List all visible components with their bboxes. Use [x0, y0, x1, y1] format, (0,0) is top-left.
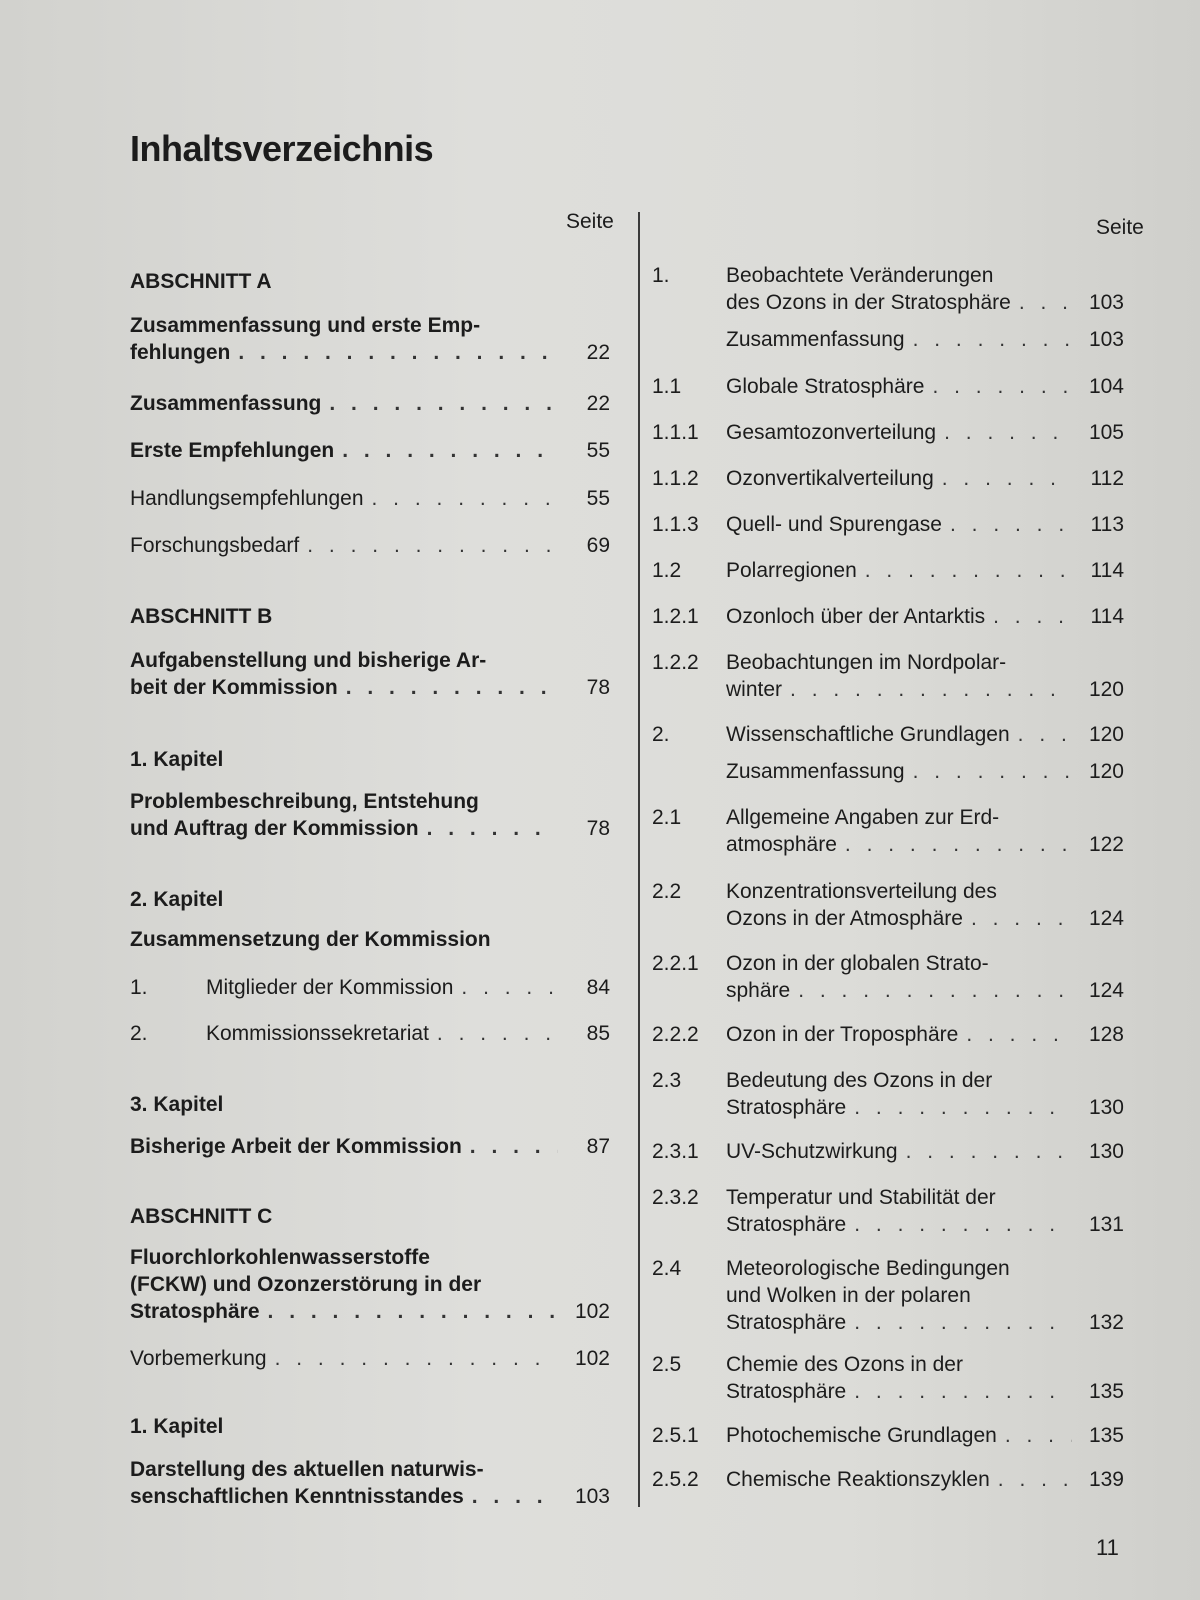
entry-page-number: 120	[1088, 678, 1124, 701]
leader-dots	[790, 676, 1072, 703]
entry-number: 2.2	[652, 880, 682, 903]
entry-number: 1.2.2	[652, 651, 699, 674]
entry-number: 2.3.1	[652, 1140, 699, 1163]
entry-title: Zusammenfassung und erste Emp-	[130, 314, 481, 337]
entry-page-number: 84	[586, 976, 610, 999]
entry-title: sphäre	[726, 979, 791, 1002]
entry-page-number: 130	[1088, 1096, 1124, 1119]
entry-number: 1.1.3	[652, 513, 699, 536]
entry-page-number: 128	[1088, 1023, 1124, 1046]
leader-dots	[854, 1211, 1072, 1238]
entry-title: Stratosphäre	[726, 1096, 847, 1119]
entry-number: 1.2	[652, 559, 682, 582]
entry-number: 1.	[652, 264, 670, 287]
entry-number: 2.	[652, 723, 670, 746]
leader-dots	[238, 339, 558, 366]
entry-title: Handlungsempfehlungen	[130, 487, 364, 510]
entry-title: Stratosphäre	[726, 1311, 847, 1334]
entry-page-number: 103	[1088, 291, 1124, 314]
toc-entry[interactable]	[130, 390, 610, 417]
leader-dots	[932, 373, 1072, 400]
entry-page-number: 103	[1088, 328, 1124, 351]
entry-page-number: 114	[1090, 605, 1124, 628]
entry-title: Temperatur und Stabilität der	[726, 1186, 996, 1209]
leader-dots	[268, 1298, 558, 1325]
entry-page-number: 55	[586, 439, 610, 462]
right-seite-header: Seite	[1096, 216, 1144, 239]
toc-entry[interactable]	[130, 647, 610, 701]
entry-number: 1.1.1	[652, 421, 699, 444]
entry-title: des Ozons in der Stratosphäre	[726, 291, 1011, 314]
entry-number: 2.3	[652, 1069, 682, 1092]
toc-entry[interactable]	[652, 1138, 1124, 1165]
entry-page-number: 124	[1088, 907, 1124, 930]
toc-entry[interactable]	[130, 485, 610, 512]
toc-entry[interactable]	[652, 1067, 1124, 1121]
entry-page-number: 69	[586, 534, 610, 557]
toc-entry[interactable]	[130, 312, 610, 366]
entry-title: Allgemeine Angaben zur Erd-	[726, 806, 1000, 829]
toc-entry[interactable]	[652, 326, 1124, 353]
toc-entry[interactable]	[130, 437, 610, 464]
entry-page-number: 22	[586, 392, 610, 415]
entry-title: Darstellung des aktuellen naturwis-	[130, 1458, 484, 1481]
leader-dots	[913, 758, 1072, 785]
entry-title: Quell- und Spurengase	[726, 513, 942, 536]
leader-dots	[865, 557, 1072, 584]
entry-title: Globale Stratosphäre	[726, 375, 925, 398]
toc-entry[interactable]	[652, 649, 1124, 703]
entry-page-number: 124	[1088, 979, 1124, 1002]
toc-entry[interactable]	[652, 878, 1124, 932]
toc-entry[interactable]	[652, 1021, 1124, 1048]
entry-title: Ozon in der globalen Strato-	[726, 952, 989, 975]
leader-dots	[798, 977, 1072, 1004]
section-heading: Zusammensetzung der Kommission	[130, 928, 491, 951]
leader-dots	[854, 1094, 1072, 1121]
toc-entry[interactable]	[652, 373, 1124, 400]
toc-entry[interactable]	[652, 603, 1124, 630]
entry-title: Photochemische Grundlagen	[726, 1424, 997, 1447]
entry-page-number: 130	[1088, 1140, 1124, 1163]
leader-dots	[1018, 721, 1072, 748]
toc-entry[interactable]	[130, 788, 610, 842]
toc-entry[interactable]	[130, 1345, 610, 1372]
entry-title: Polarregionen	[726, 559, 857, 582]
toc-entry[interactable]	[652, 1255, 1124, 1336]
entry-page-number: 120	[1088, 760, 1124, 783]
entry-title: atmosphäre	[726, 833, 837, 856]
entry-page-number: 131	[1088, 1213, 1124, 1236]
toc-entry[interactable]	[652, 1351, 1124, 1405]
entry-title: und Wolken in der polaren	[726, 1284, 971, 1307]
entry-page-number: 102	[574, 1347, 610, 1370]
leader-dots	[854, 1378, 1072, 1405]
entry-title: Beobachtete Veränderungen	[726, 264, 994, 287]
leader-dots	[1005, 1422, 1072, 1449]
leader-dots	[971, 905, 1072, 932]
toc-entry[interactable]	[652, 804, 1124, 858]
toc-entry[interactable]	[652, 511, 1124, 538]
toc-entry[interactable]	[652, 419, 1124, 446]
entry-title: Mitglieder der Kommission	[206, 976, 454, 999]
entry-title: Ozon in der Troposphäre	[726, 1023, 959, 1046]
entry-title: Bisherige Arbeit der Kommission	[130, 1135, 462, 1158]
toc-entry[interactable]	[652, 262, 1124, 316]
entry-page-number: 55	[586, 487, 610, 510]
page-number: 11	[1096, 1535, 1119, 1560]
toc-entry[interactable]	[130, 532, 610, 559]
entry-number: 1.2.1	[652, 605, 699, 628]
entry-title: winter	[726, 678, 783, 701]
entry-page-number: 135	[1088, 1424, 1124, 1447]
entry-title: Forschungsbedarf	[130, 534, 300, 557]
entry-number: 2.5.1	[652, 1424, 699, 1447]
entry-number: 2.5	[652, 1353, 682, 1376]
entry-title: Stratosphäre	[130, 1300, 260, 1323]
entry-page-number: 105	[1088, 421, 1124, 444]
entry-number: 1.	[130, 976, 148, 999]
entry-page-number: 132	[1088, 1311, 1124, 1334]
entry-title: und Auftrag der Kommission	[130, 817, 419, 840]
entry-title: Problembeschreibung, Entstehung	[130, 790, 479, 813]
toc-entry[interactable]	[130, 1244, 610, 1325]
leader-dots	[966, 1021, 1072, 1048]
entry-title: Erste Empfehlungen	[130, 439, 335, 462]
toc-entry[interactable]	[130, 1133, 610, 1160]
leader-dots	[1019, 289, 1072, 316]
entry-number: 2.	[130, 1022, 148, 1045]
leader-dots	[942, 465, 1072, 492]
entry-page-number: 135	[1088, 1380, 1124, 1403]
entry-title: Zusammenfassung	[130, 392, 322, 415]
entry-title: Chemische Reaktionszyklen	[726, 1468, 990, 1491]
entry-page-number: 78	[586, 817, 610, 840]
entry-page-number: 113	[1090, 513, 1124, 536]
entry-title: Konzentrationsverteilung des	[726, 880, 997, 903]
column-divider	[638, 212, 640, 1507]
section-heading: ABSCHNITT B	[130, 605, 273, 628]
entry-title: Meteorologische Bedingungen	[726, 1257, 1010, 1280]
leader-dots	[913, 326, 1072, 353]
toc-entry[interactable]	[130, 1456, 610, 1510]
entry-title: UV-Schutzwirkung	[726, 1140, 898, 1163]
section-heading: 3. Kapitel	[130, 1093, 224, 1116]
entry-title: Ozonvertikalverteilung	[726, 467, 934, 490]
leader-dots	[307, 532, 558, 559]
leader-dots	[437, 1020, 558, 1047]
section-heading: ABSCHNITT A	[130, 270, 272, 293]
entry-number: 2.1	[652, 806, 682, 829]
section-heading: ABSCHNITT C	[130, 1205, 273, 1228]
entry-title: Wissenschaftliche Grundlagen	[726, 723, 1010, 746]
entry-title: (FCKW) und Ozonzerstörung in der	[130, 1273, 482, 1296]
leader-dots	[346, 674, 558, 701]
page-title: Inhaltsverzeichnis	[130, 128, 434, 169]
toc-entry[interactable]	[652, 465, 1124, 492]
toc-entry[interactable]	[652, 758, 1124, 785]
entry-title: Beobachtungen im Nordpolar-	[726, 651, 1007, 674]
entry-page-number: 112	[1090, 467, 1124, 490]
leader-dots	[906, 1138, 1072, 1165]
entry-number: 2.2.1	[652, 952, 699, 975]
entry-page-number: 87	[586, 1135, 610, 1158]
entry-number: 2.5.2	[652, 1468, 699, 1491]
entry-number: 1.1.2	[652, 467, 699, 490]
toc-entry[interactable]	[652, 1466, 1124, 1493]
toc-entry[interactable]	[130, 1020, 610, 1047]
leader-dots	[461, 974, 558, 1001]
entry-page-number: 104	[1088, 375, 1124, 398]
entry-title: Ozonloch über der Antarktis	[726, 605, 986, 628]
leader-dots	[372, 485, 558, 512]
entry-title: fehlungen	[130, 341, 231, 364]
entry-page-number: 78	[586, 676, 610, 699]
entry-title: Kommissionssekretariat	[206, 1022, 429, 1045]
left-seite-header: Seite	[566, 210, 614, 233]
toc-entry[interactable]	[130, 974, 610, 1001]
entry-page-number: 114	[1090, 559, 1124, 582]
entry-title: Stratosphäre	[726, 1380, 847, 1403]
entry-title: Gesamtozonverteilung	[726, 421, 937, 444]
leader-dots	[342, 437, 558, 464]
leader-dots	[472, 1483, 558, 1510]
leader-dots	[329, 390, 558, 417]
entry-number: 2.2.2	[652, 1023, 699, 1046]
entry-title: Chemie des Ozons in der	[726, 1353, 963, 1376]
entry-number: 1.1	[652, 375, 682, 398]
entry-page-number: 139	[1088, 1468, 1124, 1491]
toc-entry[interactable]	[652, 557, 1124, 584]
entry-title: Zusammenfassung	[726, 760, 905, 783]
toc-entry[interactable]	[652, 1184, 1124, 1238]
section-heading: 1. Kapitel	[130, 748, 224, 771]
entry-page-number: 122	[1088, 833, 1124, 856]
entry-title: senschaftlichen Kenntnisstandes	[130, 1485, 464, 1508]
leader-dots	[944, 419, 1072, 446]
entry-page-number: 85	[586, 1022, 610, 1045]
section-heading: 2. Kapitel	[130, 888, 224, 911]
entry-page-number: 102	[574, 1300, 610, 1323]
leader-dots	[950, 511, 1072, 538]
leader-dots	[998, 1466, 1072, 1493]
section-heading: 1. Kapitel	[130, 1415, 224, 1438]
entry-title: Aufgabenstellung und bisherige Ar-	[130, 649, 487, 672]
entry-number: 2.3.2	[652, 1186, 699, 1209]
entry-title: Vorbemerkung	[130, 1347, 267, 1370]
entry-title: Zusammenfassung	[726, 328, 905, 351]
entry-title: Ozons in der Atmosphäre	[726, 907, 963, 930]
entry-title: Fluorchlorkohlenwasserstoffe	[130, 1246, 430, 1269]
leader-dots	[845, 831, 1072, 858]
entry-number: 2.4	[652, 1257, 682, 1280]
entry-title: Bedeutung des Ozons in der	[726, 1069, 993, 1092]
leader-dots	[470, 1133, 558, 1160]
entry-title: beit der Kommission	[130, 676, 338, 699]
toc-entry[interactable]	[652, 721, 1124, 748]
entry-title: Stratosphäre	[726, 1213, 847, 1236]
leader-dots	[993, 603, 1072, 630]
entry-page-number: 103	[574, 1485, 610, 1508]
leader-dots	[275, 1345, 558, 1372]
leader-dots	[854, 1309, 1072, 1336]
entry-page-number: 120	[1088, 723, 1124, 746]
entry-page-number: 22	[586, 341, 610, 364]
toc-entry[interactable]	[652, 1422, 1124, 1449]
toc-entry[interactable]	[652, 950, 1124, 1004]
leader-dots	[427, 815, 558, 842]
